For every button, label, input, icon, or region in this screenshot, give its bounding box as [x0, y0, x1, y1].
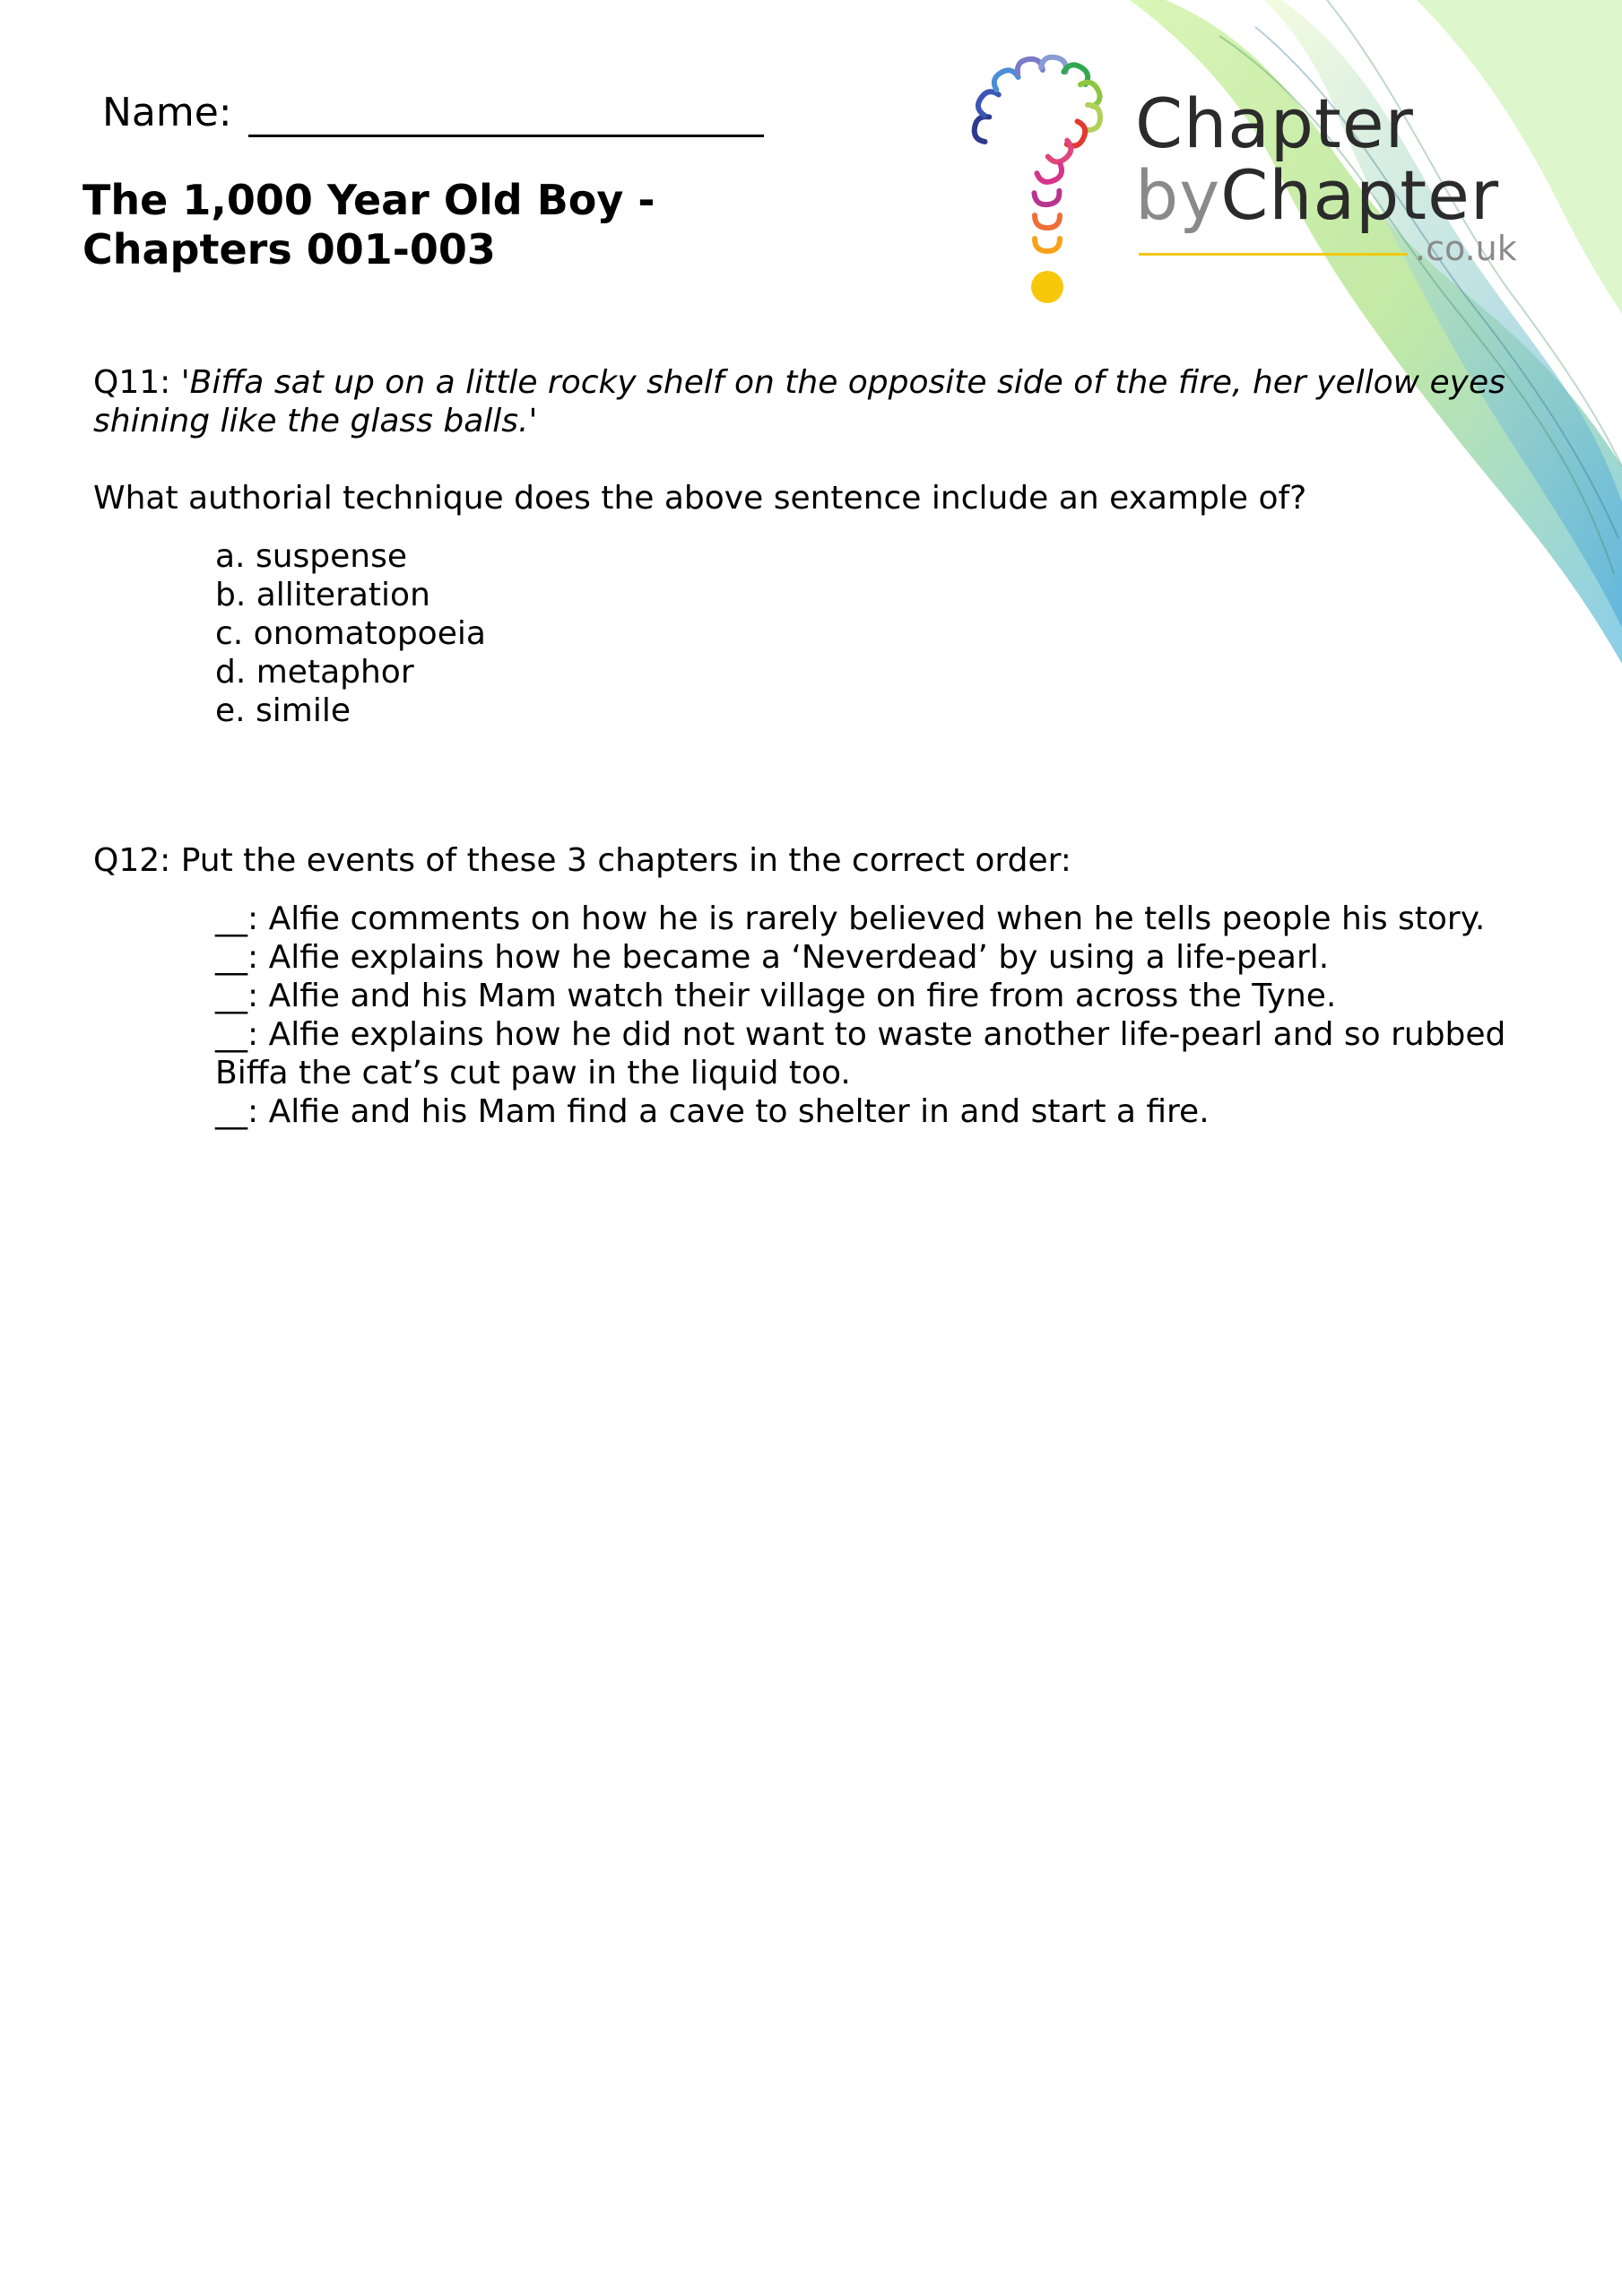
q11-label: Q11: — [93, 364, 171, 401]
q11-options — [215, 537, 1528, 730]
name-row — [102, 90, 764, 137]
page-title — [82, 176, 764, 274]
q12-events — [215, 900, 1524, 1131]
option-a: a. suspense — [215, 538, 407, 575]
logo-wordmark-chapter-2: Chapter — [1220, 155, 1500, 235]
name-field-line[interactable] — [248, 93, 764, 137]
option-c: c. onomatopoeia — [215, 615, 486, 652]
name-label: Name: — [102, 90, 232, 135]
event-item: __: Alfie explains how he became a ‘Neverdead’ by using a life-pearl. — [215, 939, 1330, 976]
option-e: e. simile — [215, 692, 351, 729]
q11-prompt — [93, 363, 1528, 440]
q12-question: Q12: Put the events of these 3 chapters in the correct order: — [93, 842, 1071, 879]
question-mark-books-icon — [959, 45, 1121, 314]
option-d: d. metaphor — [215, 654, 414, 691]
event-item: __: Alfie explains how he did not want to waste another life-pearl and so rubbed Biffa the cat’s cut paw in the liquid too. — [215, 1016, 1506, 1091]
logo — [959, 45, 1569, 314]
q11-question: What authorial technique does the above sentence include an example of? — [93, 480, 1307, 517]
logo-rule — [1139, 253, 1408, 256]
event-item: __: Alfie and his Mam watch their village on fire from across the Tyne. — [215, 978, 1337, 1014]
event-item: __: Alfie and his Mam find a cave to shelter in and start a fire. — [215, 1093, 1210, 1130]
option-b: b. alliteration — [215, 577, 430, 613]
title-line-2: Chapters 001-003 — [82, 225, 496, 274]
q11-quote: 'Biffa sat up on a little rocky shelf on the opposite side of the fire, her yellow eyes shining like the glass balls.' — [93, 364, 1505, 439]
logo-domain: .co.uk — [1415, 229, 1517, 268]
logo-wordmark-by: by — [1135, 155, 1221, 235]
title-line-1: The 1,000 Year Old Boy - — [82, 176, 655, 224]
logo-wordmark-chapter: Chapter — [1135, 83, 1414, 163]
worksheet-content — [93, 363, 1528, 1131]
event-item: __: Alfie comments on how he is rarely believed when he tells people his story. — [215, 900, 1486, 937]
logo-wordmark-by-chapter — [1135, 155, 1500, 235]
